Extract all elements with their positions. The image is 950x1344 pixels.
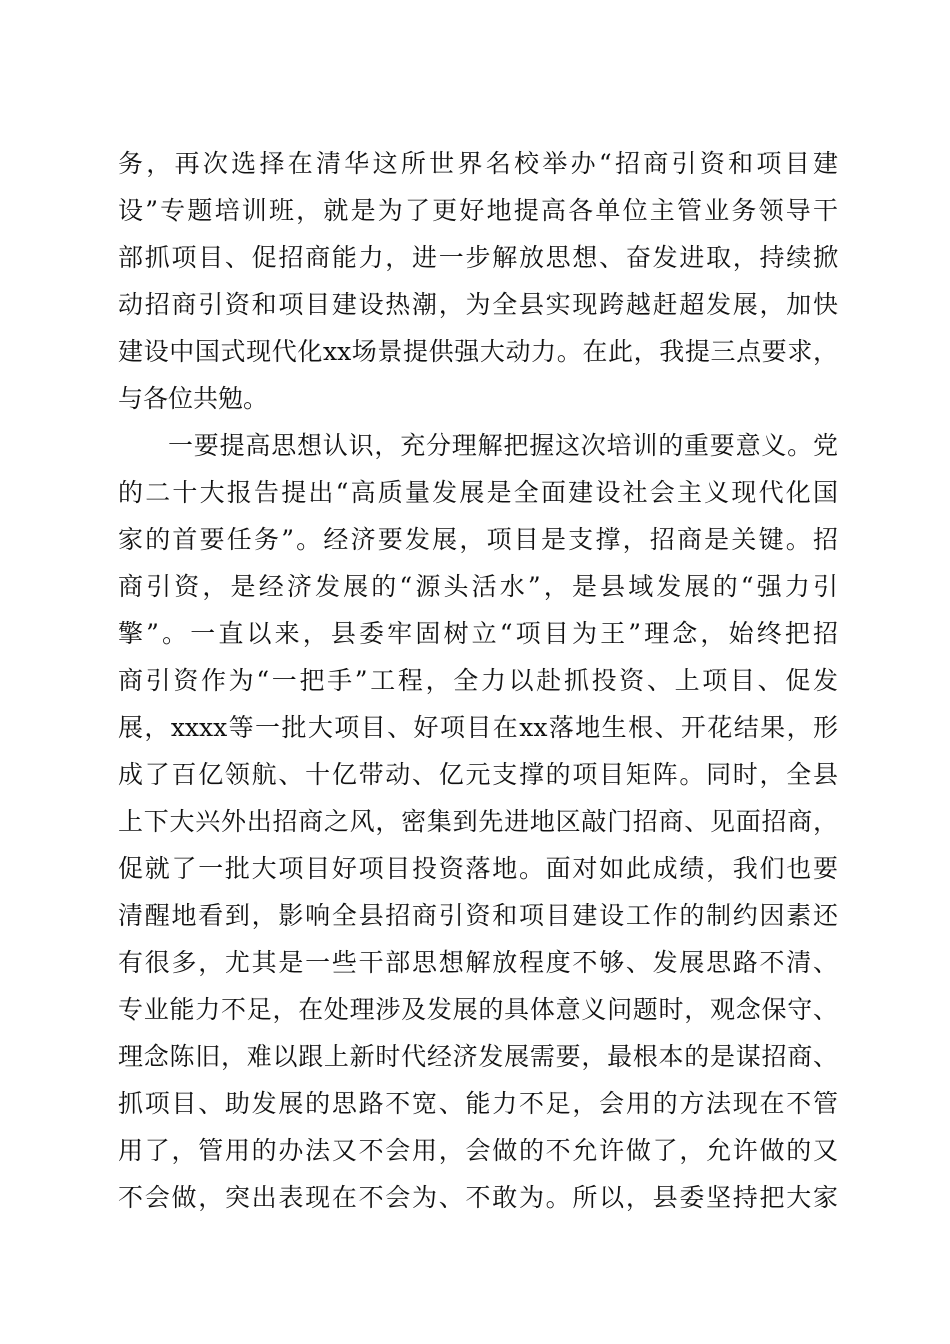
paragraph-requirement-one xyxy=(118,422,838,1221)
text-line: 有很多，尤其是一些干部思想解放程度不够、发展思路不清、 xyxy=(118,948,838,977)
text-line: 抓项目、助发展的思路不宽、能力不足，会用的方法现在不管 xyxy=(118,1089,838,1118)
text-line: 专业能力不足，在处理涉及发展的具体意义问题时，观念保守、 xyxy=(118,995,838,1024)
text-line: 用了，管用的办法又不会用，会做的不允许做了，允许做的又 xyxy=(118,1136,838,1165)
document-body xyxy=(118,140,838,1221)
text-line: 商引资作为“一把手”工程，全力以赴抓投资、上项目、促发 xyxy=(118,666,838,695)
text-line: 促就了一批大项目好项目投资落地。面对如此成绩，我们也要 xyxy=(118,854,838,883)
text-line: 不会做，突出表现在不会为、不敢为。所以，县委坚持把大家 xyxy=(118,1183,838,1212)
text-line: 的二十大报告提出“高质量发展是全面建设社会主义现代化国 xyxy=(118,478,838,507)
text-line: 部抓项目、促招商能力，进一步解放思想、奋发进取，持续掀 xyxy=(118,243,838,272)
text-line: 动招商引资和项目建设热潮，为全县实现跨越赶超发展，加快 xyxy=(118,290,838,319)
text-line: 一要提高思想认识，充分理解把握这次培训的重要意义。党 xyxy=(168,431,838,460)
text-line: 务，再次选择在清华这所世界名校举办“招商引资和项目建 xyxy=(118,149,838,178)
paragraph-intro-continued xyxy=(118,140,838,422)
text-line: 与各位共勉。 xyxy=(118,384,269,413)
text-line: 成了百亿领航、十亿带动、亿元支撑的项目矩阵。同时，全县 xyxy=(118,760,838,789)
text-line: 建设中国式现代化xx场景提供强大动力。在此，我提三点要求， xyxy=(118,337,838,366)
text-line: 设”专题培训班，就是为了更好地提高各单位主管业务领导干 xyxy=(118,196,838,225)
text-line: 理念陈旧，难以跟上新时代经济发展需要，最根本的是谋招商、 xyxy=(118,1042,838,1071)
text-line: 商引资，是经济发展的“源头活水”，是县域发展的“强力引 xyxy=(118,572,838,601)
text-line: 家的首要任务”。经济要发展，项目是支撑，招商是关键。招 xyxy=(118,525,838,554)
text-line: 擎”。一直以来，县委牢固树立“项目为王”理念，始终把招 xyxy=(118,619,838,648)
text-line: 上下大兴外出招商之风，密集到先进地区敲门招商、见面招商， xyxy=(118,807,838,836)
text-line: 清醒地看到，影响全县招商引资和项目建设工作的制约因素还 xyxy=(118,901,838,930)
text-line: 展，xxxx等一批大项目、好项目在xx落地生根、开花结果，形 xyxy=(118,713,838,742)
